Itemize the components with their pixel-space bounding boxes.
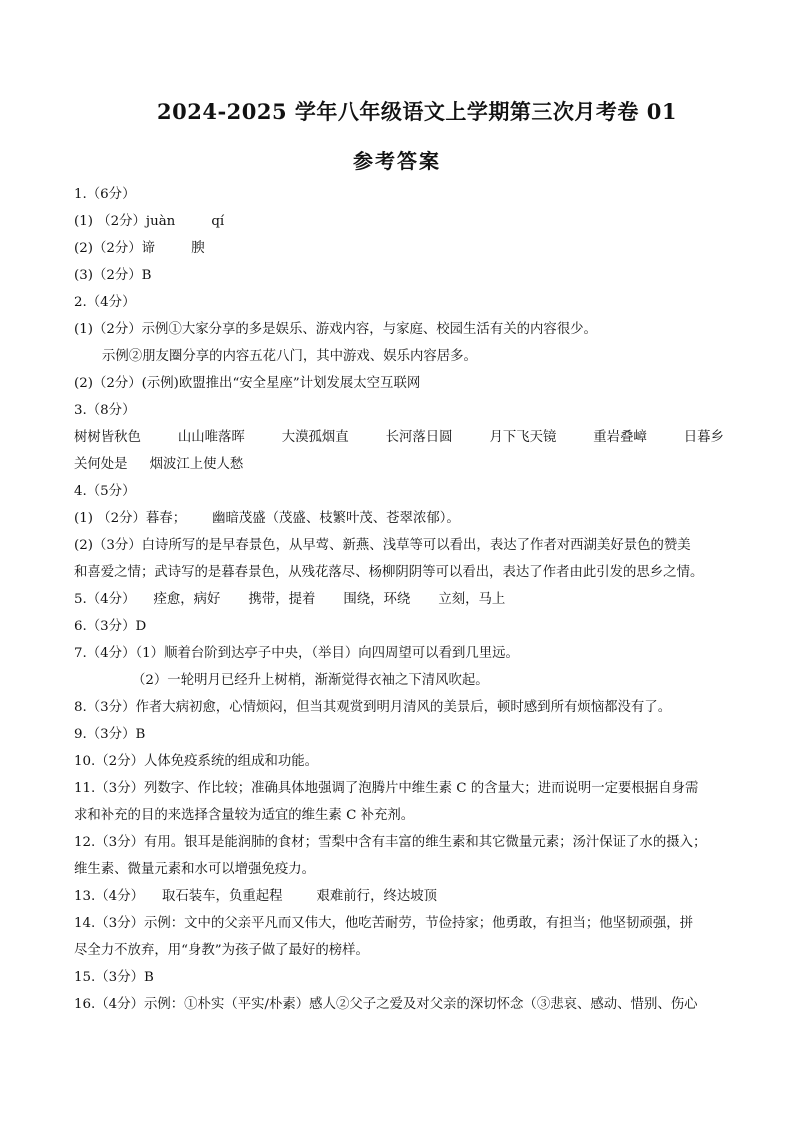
q4-sub2-line1: (2)（3分）白诗所写的是早春景色，从早莺、新燕、浅草等可以看出，表达了作者对西湖美好景色的赞美 xyxy=(74,538,691,553)
q3-line2 xyxy=(74,451,724,478)
q3-line1 xyxy=(74,424,724,451)
q1-sub2 xyxy=(74,235,724,262)
q14-line1: 14.（3分）示例：文中的父亲平凡而又伟大，他吃苦耐劳，节俭持家；他勇敢，有担当；他坚韧顽强，拼 xyxy=(74,916,693,931)
q12-line2: 维生素、微量元素和水可以增强免疫力。 xyxy=(74,862,316,877)
q5-item: 立刻，马上 xyxy=(438,592,506,607)
q5-item: 围绕，环绕 xyxy=(343,592,411,607)
q3-head: 3.（8分） xyxy=(74,403,136,418)
q13-a: 取石装车，负重起程 xyxy=(162,889,283,904)
q11-line1: 11.（3分）列数字、作比较；准确具体地强调了泡腾片中维生素 C 的含量大；进而说明一定要根据自身需 xyxy=(74,781,699,796)
q13-label: 13.（4分） xyxy=(74,889,144,904)
q5-label: 5.（4分） xyxy=(74,592,136,607)
q3-item: 日暮乡 xyxy=(683,430,724,445)
answer-list xyxy=(74,181,724,1018)
q4-sub1-b: 幽暗茂盛（茂盛、枝繁叶茂、苍翠浓郁）。 xyxy=(212,511,460,526)
q4-sub2-line2: 和喜爱之情；武诗写的是暮春景色，从残花落尽、杨柳阴阴等可以看出，表达了作者由此引发的思乡之情。 xyxy=(74,565,704,580)
q2-sub1: (1)（2分）示例①大家分享的多是娱乐、游戏内容，与家庭、校园生活有关的内容很少。 xyxy=(74,322,597,337)
q5-item: 携带，提着 xyxy=(248,592,316,607)
q7-line1: 7.（4分）（1）顺着台阶到达亭子中央，（举目）向四周望可以看到几里远。 xyxy=(74,646,519,661)
q2-head: 2.（4分） xyxy=(74,295,136,310)
q5-line xyxy=(74,586,724,613)
q15-line: 15.（3分）B xyxy=(74,970,154,985)
page-subtitle: 参考答案 xyxy=(353,149,441,173)
q1-sub1-a: juàn xyxy=(145,214,176,229)
page-title: 2024-2025 学年八年级语文上学期第三次月考卷 01 xyxy=(157,99,677,124)
q8-line: 8.（3分）作者大病初愈，心情烦闷，但当其观赏到明月清风的美景后，顿时感到所有烦恼都没有了。 xyxy=(74,700,672,715)
q6-line: 6.（3分）D xyxy=(74,619,147,634)
q1-sub1-b: qí xyxy=(211,214,225,229)
q9-line: 9.（3分）B xyxy=(74,727,146,742)
q13-b: 艰难前行，终达坡顶 xyxy=(316,889,438,904)
q11-line2: 求和补充的目的来选择含量较为适宜的维生素 C 补充剂。 xyxy=(74,808,415,823)
q7-line2: （2）一轮明月已经升上树梢，渐渐觉得衣袖之下清风吹起。 xyxy=(132,673,489,688)
q4-sub1 xyxy=(74,505,724,532)
q1-sub2-label: (2)（2分） xyxy=(74,241,142,256)
q3-item: 大漠孤烟直 xyxy=(281,430,349,445)
q2-sub2: (2)（2分）(示例)欧盟推出“安全星座”计划发展太空互联网 xyxy=(74,376,421,391)
q2-sub1-example2: 示例②朋友圈分享的内容五花八门，其中游戏、娱乐内容居多。 xyxy=(102,349,477,364)
q1-head: 1.（6分） xyxy=(74,187,136,202)
q13-line xyxy=(74,883,724,910)
q1-sub1-label: (1) （2分） xyxy=(74,214,146,229)
q4-sub1-a: (1) （2分）暮春； xyxy=(74,511,187,526)
q3-item: 烟波江上使人愁 xyxy=(149,457,244,472)
q1-sub1 xyxy=(74,208,724,235)
q1-sub3: (3)（2分）B xyxy=(74,268,152,283)
q1-sub2-b: 腴 xyxy=(191,241,205,256)
q3-item: 树树皆秋色 xyxy=(74,430,141,445)
q5-item: 痊愈，病好 xyxy=(153,592,221,607)
q4-head: 4.（5分） xyxy=(74,484,136,499)
q3-item: 月下飞天镜 xyxy=(489,430,557,445)
q3-item: 山山唯落晖 xyxy=(177,430,245,445)
q14-line2: 尽全力不放弃，用“身教”为孩子做了最好的榜样。 xyxy=(74,943,369,958)
q16-line: 16.（4分）示例：①朴实（平实/朴素）感人②父子之爱及对父亲的深切怀念（③悲哀、感动、惜别、伤心 xyxy=(74,997,698,1012)
q10-line: 10.（2分）人体免疫系统的组成和功能。 xyxy=(74,754,319,769)
q3-item: 长河落日圆 xyxy=(385,430,453,445)
q12-line1: 12.（3分）有用。银耳是能润肺的食材；雪梨中含有丰富的维生素和其它微量元素；汤汁保证了水的摄入； xyxy=(74,835,707,850)
q3-item: 重岩叠嶂 xyxy=(593,430,647,445)
q3-item: 关何处是 xyxy=(74,457,128,472)
q1-sub2-a: 谛 xyxy=(141,241,156,256)
